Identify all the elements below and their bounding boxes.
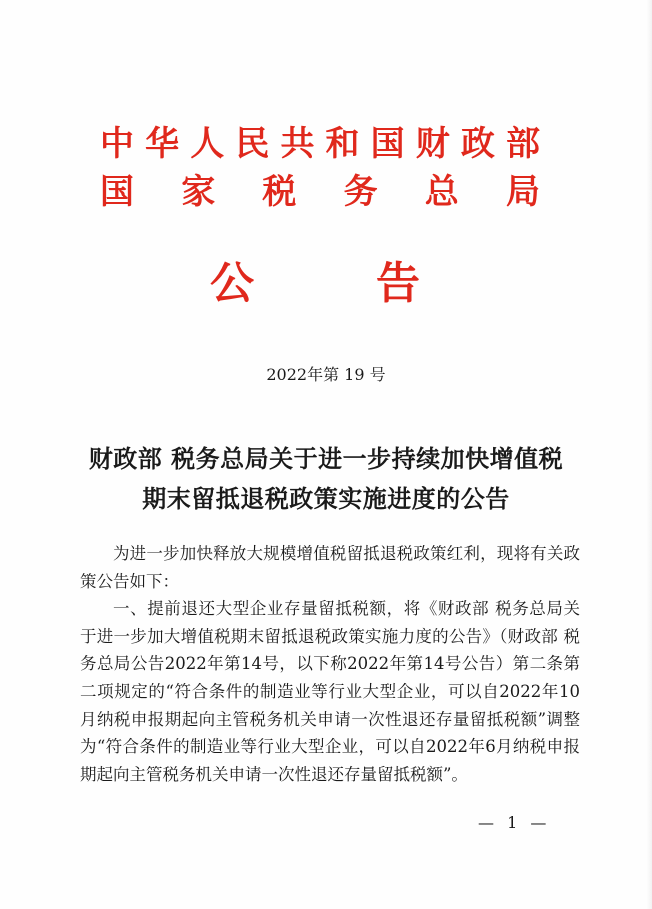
body-paragraph: 一、提前退还大型企业存量留抵税额，将《财政部 税务总局关于进一步加大增值税期末留抵退税政策实施力度的公告》（财政部 税务总局公告2022年第14号，以下称2022年第14号公告）第二条第二项规定的“符合条件的制造业等行业大型企业，可以自2022年10月纳税申报期起向主管税务机关申请一次性退还存量留抵税额”调整为“符合条件的制造业等行业大型企业，可以自2022年6月纳税申报期起向主管税务机关申请一次性退还存量留抵税额”。 (80, 599, 580, 784)
issuer-char: 民 (235, 124, 270, 164)
document-body (80, 540, 580, 788)
body-paragraph: 为进一步加快释放大规模增值税留抵退税政策红利，现将有关政策公告如下： (80, 544, 580, 591)
issuer-char: 华 (145, 124, 180, 164)
notice-heading-char: 公 (210, 258, 254, 309)
document-number: 2022年第 19 号 (266, 365, 386, 384)
issuer-char: 中 (100, 124, 134, 164)
document-title-line-1: 财政部 税务总局关于进一步持续加快增值税 (88, 444, 564, 473)
page-edge-shadow (646, 0, 652, 909)
issuer-char: 共 (280, 124, 315, 164)
issuer-char: 和 (325, 124, 360, 164)
issuer-state-taxation-administration (100, 172, 540, 212)
issuer-char: 政 (460, 124, 495, 164)
document-title-line-2: 期末留抵退税政策实施进度的公告 (142, 484, 510, 513)
issuer-ministry-of-finance (100, 124, 540, 164)
issuer-char: 国 (100, 172, 134, 212)
issuer-char: 税 (262, 172, 297, 212)
issuer-char: 总 (424, 172, 459, 212)
notice-heading-char: 告 (376, 258, 420, 309)
notice-heading (210, 258, 420, 310)
issuer-char: 国 (370, 124, 405, 164)
page-number: — 1 — (478, 813, 551, 832)
issuer-char: 财 (415, 124, 450, 164)
issuer-char: 人 (190, 124, 225, 164)
issuer-char: 务 (343, 172, 378, 212)
issuer-char: 部 (505, 124, 540, 164)
issuer-char: 局 (505, 172, 540, 212)
issuer-char: 家 (181, 172, 216, 212)
